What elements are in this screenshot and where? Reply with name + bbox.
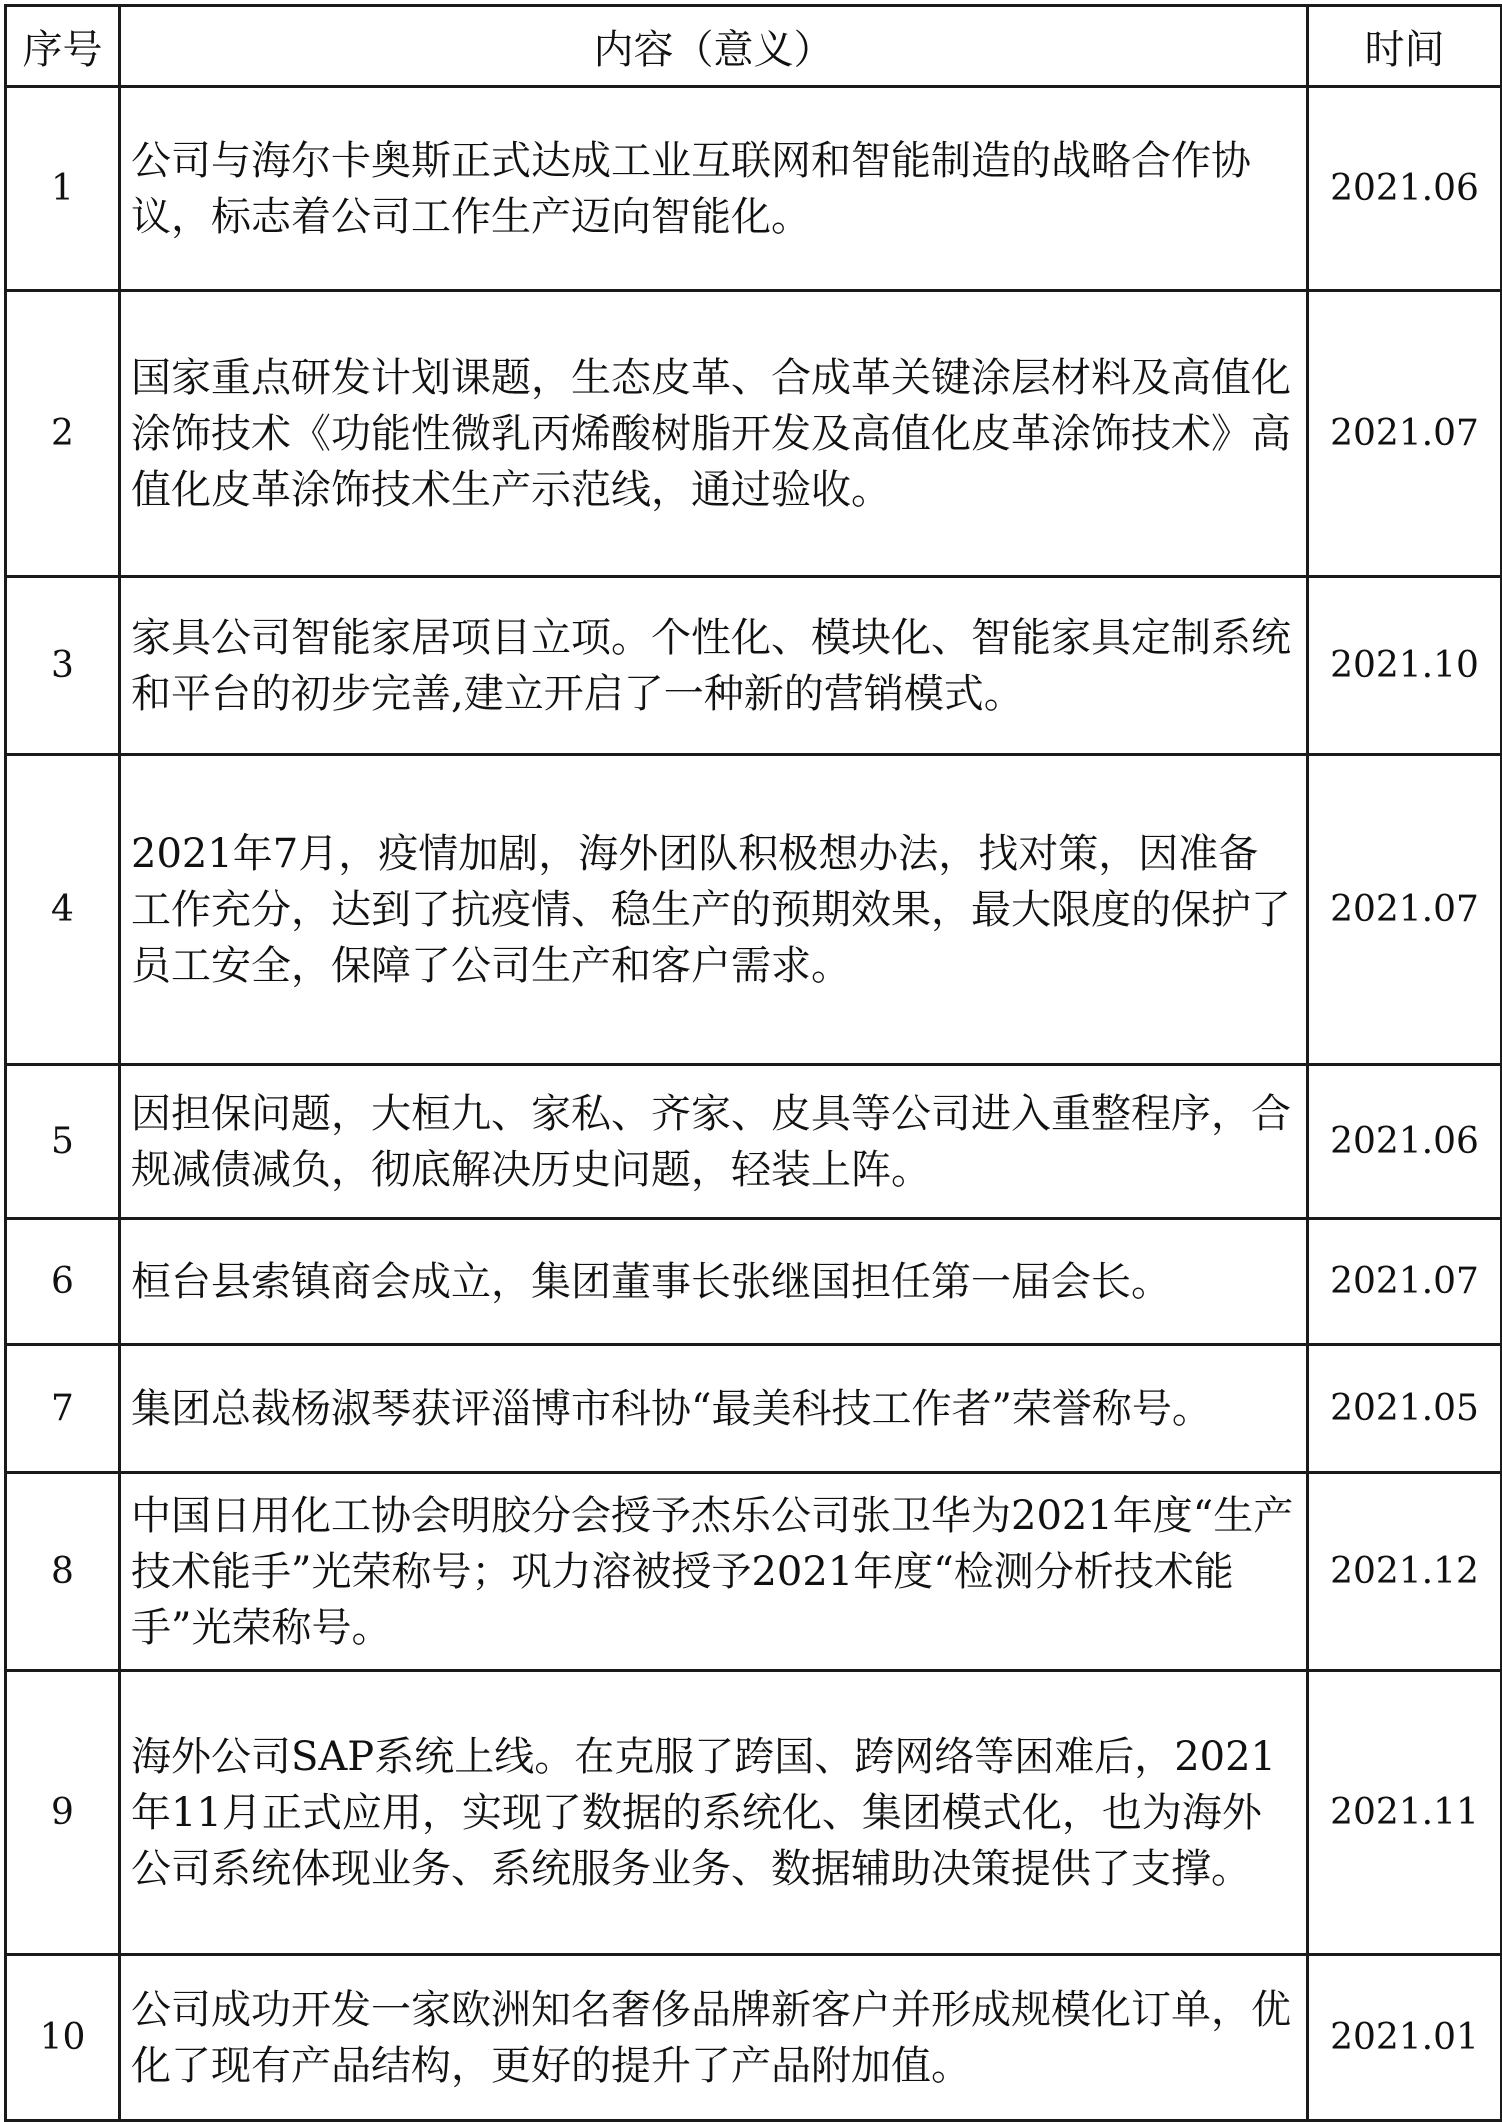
- row-time: 2021.12: [1308, 1473, 1502, 1671]
- row-time: 2021.06: [1308, 87, 1502, 291]
- table-row: [6, 1955, 1502, 2121]
- table-row: [6, 1065, 1502, 1219]
- row-content: 集团总裁杨淑琴获评淄博市科协“最美科技工作者”荣誉称号。: [120, 1345, 1308, 1473]
- row-number: 3: [6, 577, 120, 755]
- header-number: 序号: [6, 6, 120, 87]
- row-content: 国家重点研发计划课题，生态皮革、合成革关键涂层材料及高值化涂饰技术《功能性微乳丙烯酸树脂开发及高值化皮革涂饰技术》高值化皮革涂饰技术生产示范线，通过验收。: [120, 291, 1308, 577]
- table-row: [6, 1219, 1502, 1345]
- table-row: [6, 577, 1502, 755]
- row-content: 公司与海尔卡奥斯正式达成工业互联网和智能制造的战略合作协议，标志着公司工作生产迈向智能化。: [120, 87, 1308, 291]
- row-time: 2021.11: [1308, 1671, 1502, 1955]
- row-time: 2021.07: [1308, 755, 1502, 1065]
- table-row: [6, 1671, 1502, 1955]
- row-number: 7: [6, 1345, 120, 1473]
- row-number: 2: [6, 291, 120, 577]
- header-content: 内容（意义）: [120, 6, 1308, 87]
- row-time: 2021.10: [1308, 577, 1502, 755]
- row-time: 2021.06: [1308, 1065, 1502, 1219]
- row-content: 桓台县索镇商会成立，集团董事长张继国担任第一届会长。: [120, 1219, 1308, 1345]
- row-number: 6: [6, 1219, 120, 1345]
- milestones-table: [4, 4, 1502, 2122]
- row-content: 因担保问题，大桓九、家私、齐家、皮具等公司进入重整程序，合规减债减负，彻底解决历史问题，轻装上阵。: [120, 1065, 1308, 1219]
- header-row: [6, 6, 1502, 87]
- table-row: [6, 755, 1502, 1065]
- table-row: [6, 1473, 1502, 1671]
- row-time: 2021.07: [1308, 291, 1502, 577]
- row-number: 9: [6, 1671, 120, 1955]
- row-content: 2021年7月，疫情加剧，海外团队积极想办法，找对策，因准备工作充分，达到了抗疫情、稳生产的预期效果，最大限度的保护了员工安全，保障了公司生产和客户需求。: [120, 755, 1308, 1065]
- table-row: [6, 87, 1502, 291]
- row-content: 家具公司智能家居项目立项。个性化、模块化、智能家具定制系统和平台的初步完善,建立开启了一种新的营销模式。: [120, 577, 1308, 755]
- table-row: [6, 1345, 1502, 1473]
- header-time: 时间: [1308, 6, 1502, 87]
- row-time: 2021.05: [1308, 1345, 1502, 1473]
- table-row: [6, 291, 1502, 577]
- row-number: 4: [6, 755, 120, 1065]
- row-time: 2021.07: [1308, 1219, 1502, 1345]
- row-content: 中国日用化工协会明胶分会授予杰乐公司张卫华为2021年度“生产技术能手”光荣称号；巩力溶被授予2021年度“检测分析技术能手”光荣称号。: [120, 1473, 1308, 1671]
- row-content: 公司成功开发一家欧洲知名奢侈品牌新客户并形成规模化订单，优化了现有产品结构，更好的提升了产品附加值。: [120, 1955, 1308, 2121]
- row-time: 2021.01: [1308, 1955, 1502, 2121]
- row-number: 1: [6, 87, 120, 291]
- row-number: 8: [6, 1473, 120, 1671]
- row-content: 海外公司SAP系统上线。在克服了跨国、跨网络等困难后，2021年11月正式应用，实现了数据的系统化、集团模式化，也为海外公司系统体现业务、系统服务业务、数据辅助决策提供了支撑。: [120, 1671, 1308, 1955]
- row-number: 5: [6, 1065, 120, 1219]
- row-number: 10: [6, 1955, 120, 2121]
